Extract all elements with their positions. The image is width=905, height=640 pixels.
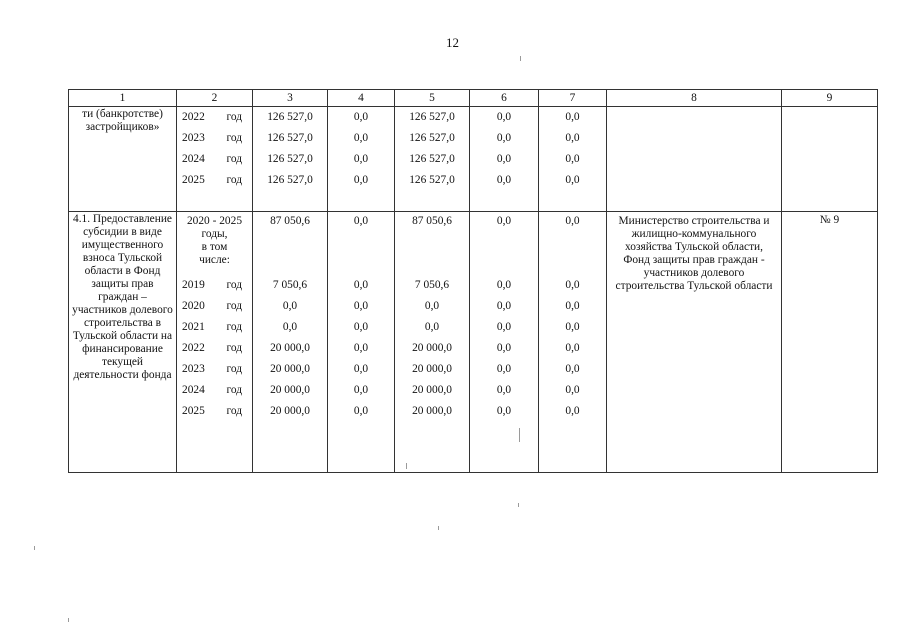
amount-total: 87 050,6 — [270, 215, 310, 227]
amount-value: 0,0 — [353, 132, 369, 144]
amount-cell — [539, 107, 607, 212]
page-number: 12 — [446, 35, 459, 50]
year-line — [177, 296, 252, 317]
year-unit: год — [226, 111, 242, 123]
year-value: 2022 — [182, 342, 205, 354]
amount-value: 0,0 — [565, 153, 580, 165]
amount-value: 7 050,6 — [414, 279, 450, 291]
header-cell: 6 — [470, 90, 539, 107]
amount-value: 0,0 — [353, 363, 369, 375]
year-value: 2024 — [182, 153, 205, 165]
amount-value: 0,0 — [353, 321, 369, 333]
year-line — [177, 338, 252, 359]
amount-value: 20 000,0 — [270, 342, 310, 354]
amount-value: 0,0 — [496, 132, 512, 144]
amount-value: 0,0 — [496, 405, 512, 417]
period-intro-line: в том — [201, 241, 228, 253]
period-cell — [177, 107, 253, 212]
period-intro — [177, 212, 252, 275]
year-value: 2024 — [182, 384, 205, 396]
amount-cell — [539, 212, 607, 473]
event-name-cell: 4.1. Предоставление субсидии в виде имущественного взноса Тульской области в Фонд защиты прав граждан – участников долевого строительства в Тульской области на финансирование текущей деятельности фонда — [69, 212, 177, 473]
amount-value: 0,0 — [565, 405, 580, 417]
amount-value: 0,0 — [565, 279, 580, 291]
year-unit: год — [226, 153, 242, 165]
amount-value: 20 000,0 — [412, 384, 452, 396]
amount-value: 0,0 — [496, 111, 512, 123]
amount-value: 126 527,0 — [267, 132, 313, 144]
amount-value: 20 000,0 — [412, 363, 452, 375]
amount-cell — [470, 107, 539, 212]
event-name-cell: ти (банкротстве) застройщиков» — [69, 107, 177, 212]
amount-value: 20 000,0 — [412, 405, 452, 417]
amount-value: 0,0 — [353, 384, 369, 396]
year-unit: год — [226, 300, 242, 312]
year-value: 2020 — [182, 300, 205, 312]
amount-cell — [470, 212, 539, 473]
amount-value: 0,0 — [496, 153, 512, 165]
year-line — [177, 401, 252, 422]
year-unit: год — [226, 384, 242, 396]
amount-value: 0,0 — [353, 405, 369, 417]
amount-value: 20 000,0 — [270, 363, 310, 375]
amount-value: 0,0 — [565, 321, 580, 333]
header-cell: 3 — [253, 90, 328, 107]
table-row — [69, 107, 878, 212]
year-value: 2019 — [182, 279, 205, 291]
program-table — [68, 89, 878, 473]
year-unit: год — [226, 405, 242, 417]
year-unit: год — [226, 132, 242, 144]
amount-value: 0,0 — [565, 342, 580, 354]
amount-value: 0,0 — [496, 174, 512, 186]
period-intro-line: числе: — [199, 254, 230, 266]
year-line — [177, 317, 252, 338]
amount-value: 126 527,0 — [409, 111, 455, 123]
year-unit: год — [226, 342, 242, 354]
amount-value: 20 000,0 — [270, 384, 310, 396]
amount-value: 20 000,0 — [412, 342, 452, 354]
year-value: 2025 — [182, 405, 205, 417]
indicator-cell: № 9 — [782, 212, 878, 473]
amount-value: 0,0 — [353, 174, 369, 186]
header-cell: 8 — [607, 90, 782, 107]
amount-cell — [395, 107, 470, 212]
amount-value: 7 050,6 — [272, 279, 308, 291]
amount-value: 0,0 — [496, 321, 512, 333]
amount-value: 0,0 — [353, 153, 369, 165]
amount-value: 0,0 — [496, 300, 512, 312]
amount-value: 0,0 — [565, 174, 580, 186]
amount-value: 126 527,0 — [409, 174, 455, 186]
year-value: 2022 — [182, 111, 205, 123]
amount-value: 0,0 — [565, 300, 580, 312]
executor-cell — [607, 107, 782, 212]
amount-value: 0,0 — [565, 132, 580, 144]
amount-total: 0,0 — [565, 215, 580, 227]
header-cell: 1 — [69, 90, 177, 107]
amount-value: 126 527,0 — [267, 111, 313, 123]
year-line — [177, 380, 252, 401]
amount-cell — [328, 212, 395, 473]
amount-value: 0,0 — [282, 300, 298, 312]
year-value: 2023 — [182, 132, 205, 144]
amount-value: 0,0 — [565, 384, 580, 396]
amount-value: 0,0 — [424, 321, 440, 333]
year-unit: год — [226, 363, 242, 375]
amount-value: 0,0 — [496, 363, 512, 375]
header-row — [69, 90, 878, 107]
year-line — [177, 149, 252, 170]
year-line — [177, 170, 252, 191]
year-line — [177, 128, 252, 149]
header-cell: 9 — [782, 90, 878, 107]
amount-value: 0,0 — [353, 111, 369, 123]
period-cell — [177, 212, 253, 473]
amount-cell — [395, 212, 470, 473]
header-cell: 7 — [539, 90, 607, 107]
period-intro-line: годы, — [201, 228, 228, 240]
period-intro-line: 2020 - 2025 — [186, 215, 243, 227]
amount-value: 126 527,0 — [267, 174, 313, 186]
amount-cell — [328, 107, 395, 212]
year-value: 2023 — [182, 363, 205, 375]
year-unit: год — [226, 321, 242, 333]
year-line — [177, 107, 252, 128]
year-unit: год — [226, 174, 242, 186]
amount-value: 0,0 — [353, 300, 369, 312]
amount-value: 126 527,0 — [409, 153, 455, 165]
header-cell: 2 — [177, 90, 253, 107]
amount-value: 0,0 — [353, 342, 369, 354]
amount-value: 0,0 — [496, 342, 512, 354]
header-cell: 4 — [328, 90, 395, 107]
amount-value: 0,0 — [353, 279, 369, 291]
amount-value: 126 527,0 — [409, 132, 455, 144]
amount-value: 0,0 — [424, 300, 440, 312]
amount-cell — [253, 107, 328, 212]
year-value: 2025 — [182, 174, 205, 186]
amount-value: 20 000,0 — [270, 405, 310, 417]
amount-total: 0,0 — [353, 215, 369, 227]
year-line — [177, 275, 252, 296]
amount-value: 0,0 — [565, 111, 580, 123]
amount-value: 126 527,0 — [267, 153, 313, 165]
amount-value: 0,0 — [565, 363, 580, 375]
amount-total: 87 050,6 — [412, 215, 452, 227]
amount-value: 0,0 — [496, 279, 512, 291]
year-value: 2021 — [182, 321, 205, 333]
amount-total: 0,0 — [496, 215, 512, 227]
amount-value: 0,0 — [496, 384, 512, 396]
indicator-cell — [782, 107, 878, 212]
executor-cell: Министерство строительства и жилищно-коммунального хозяйства Тульской области, Фонд защиты прав граждан - участников долевого строительства Тульской области — [607, 212, 782, 473]
table-row — [69, 212, 878, 473]
header-cell: 5 — [395, 90, 470, 107]
year-unit: год — [226, 279, 242, 291]
amount-value: 0,0 — [282, 321, 298, 333]
amount-cell — [253, 212, 328, 473]
year-line — [177, 359, 252, 380]
